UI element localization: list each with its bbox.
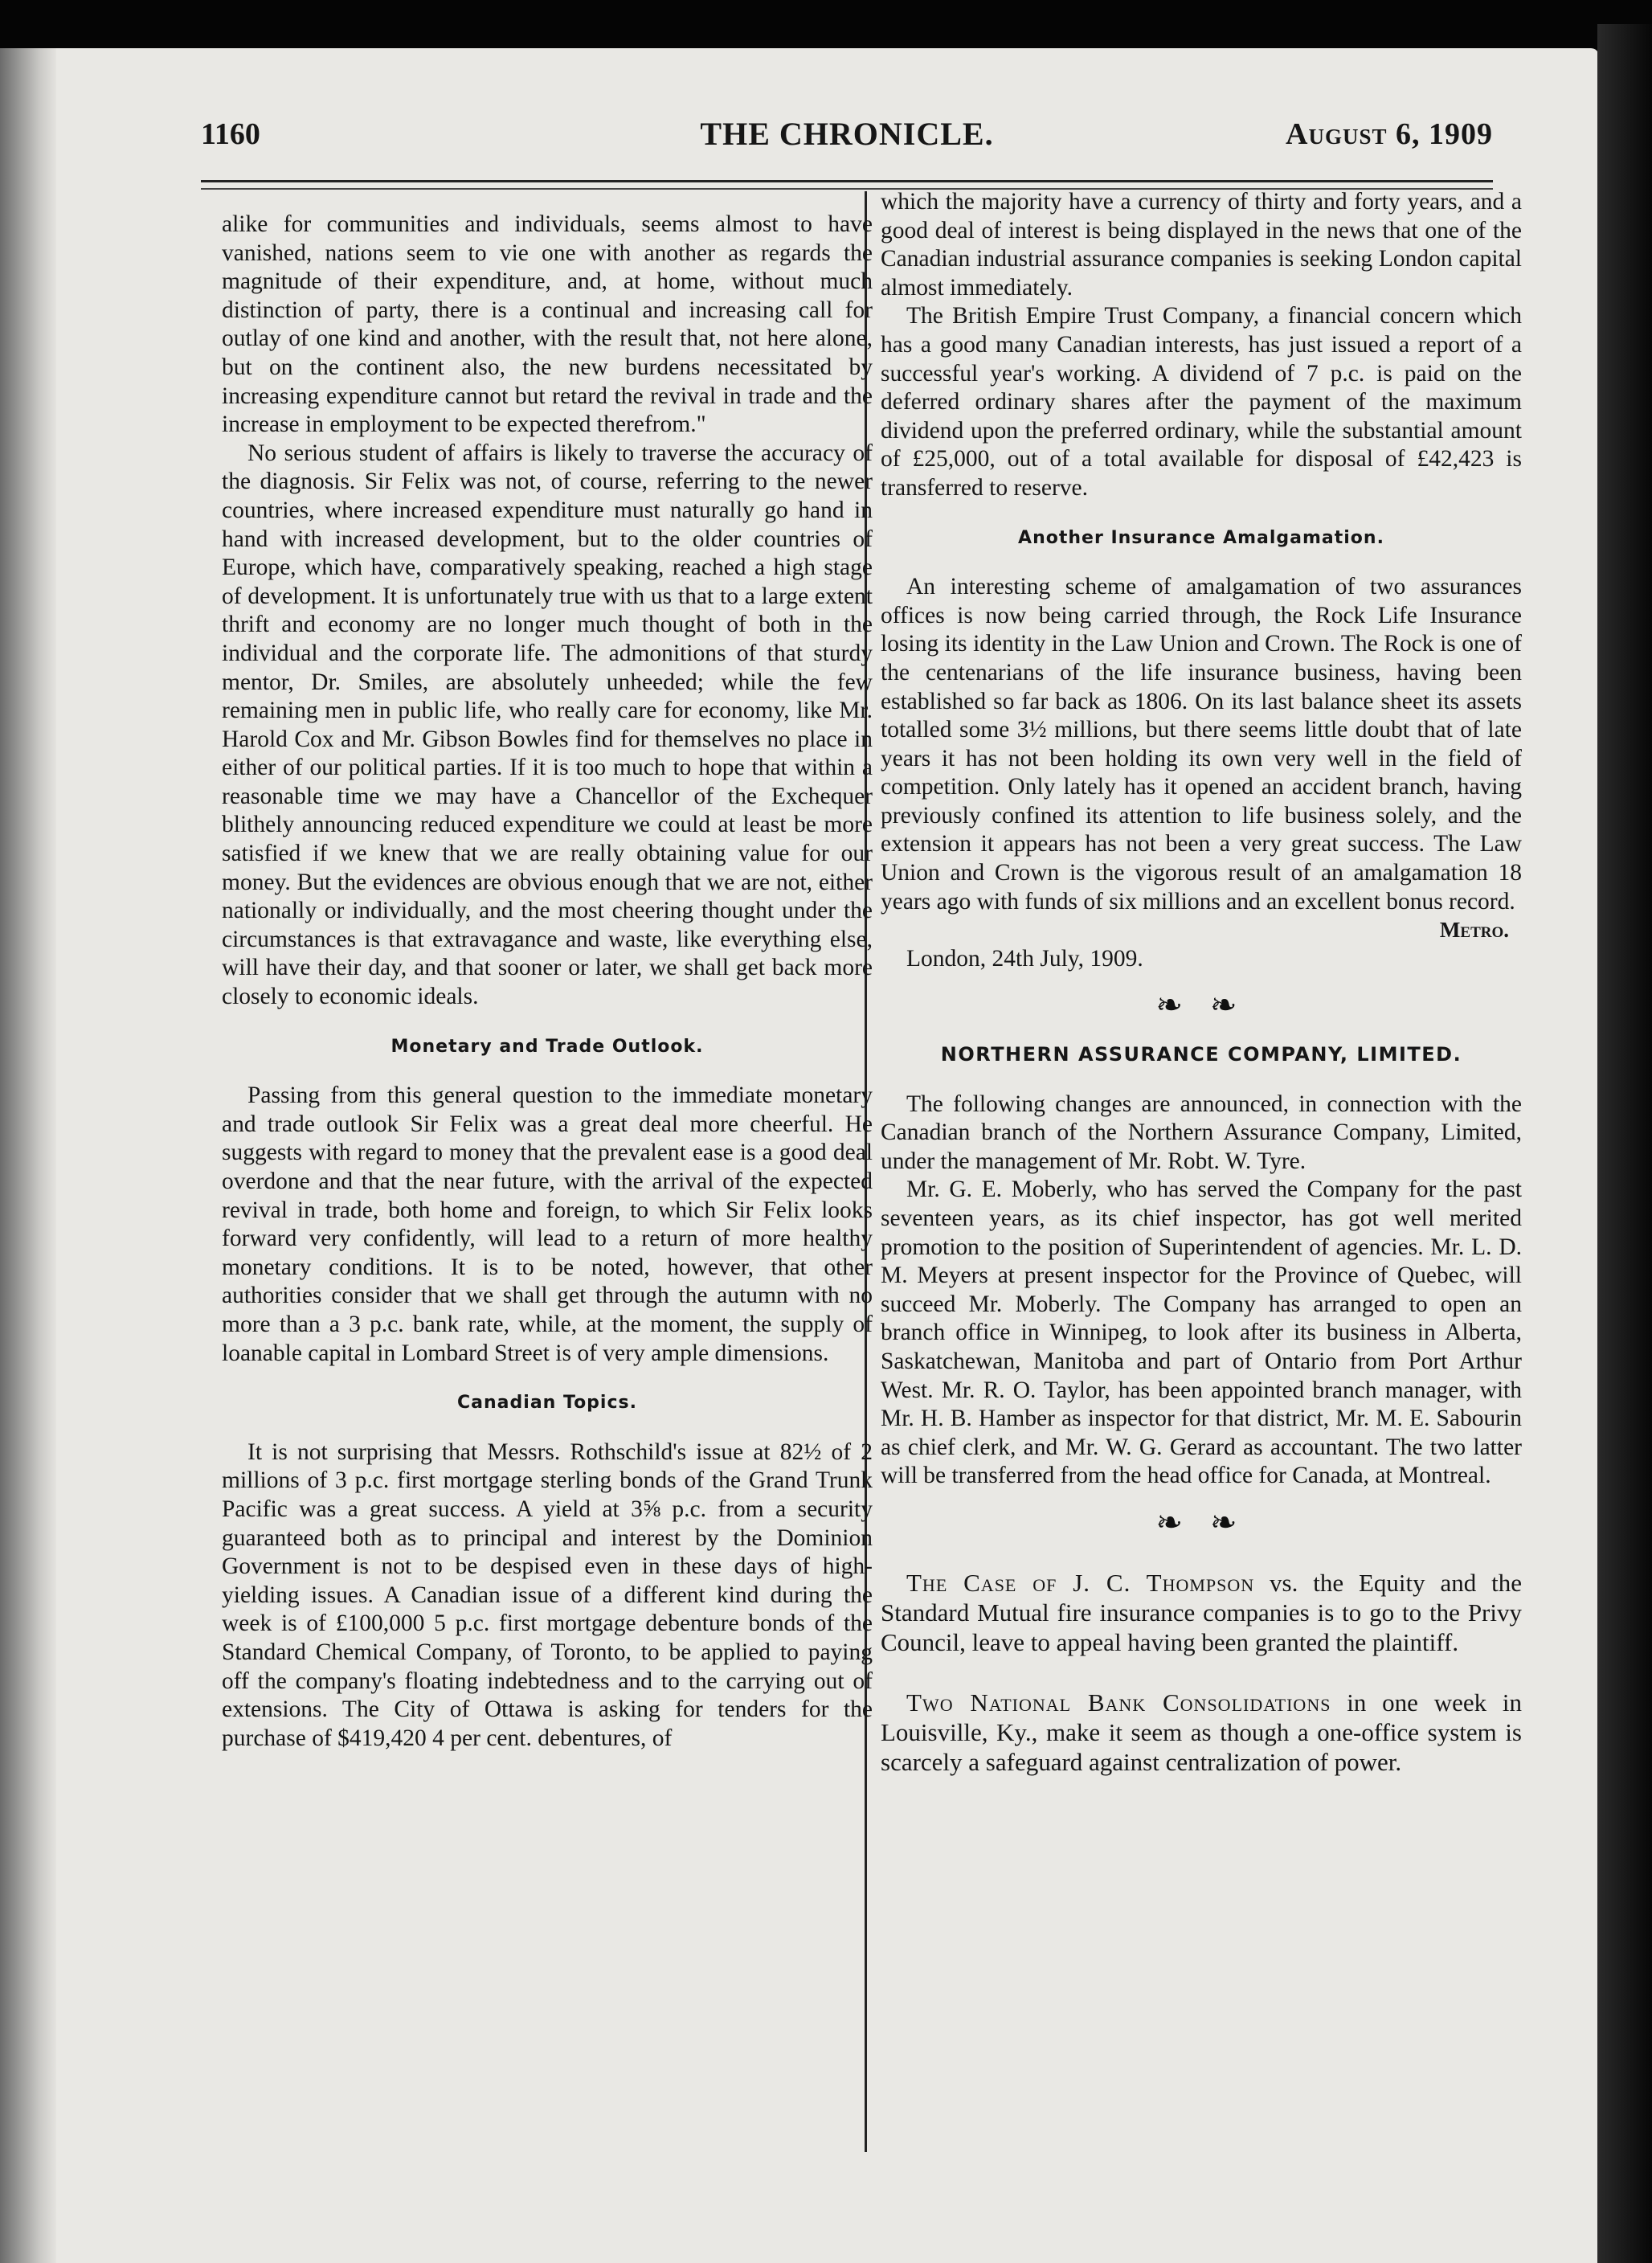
paragraph-continuation: alike for communities and individuals, seems almost to have vanished, nations seem to vie one with another as regards the magnitude of their expenditure, and, at home, without much distinction of party, there is a continual and increasing call for outlay of one kind and another, with the result that, not here alone, but on the continent also, the new burdens necessitated by increasing expenditure cannot but retard the revival in trade and the increase in employment to be expected therefrom." bbox=[222, 211, 873, 438]
paragraph-trust-company: The British Empire Trust Company, a financial concern which has a good many Canadian interests, has just issued a report of a successful year's working. A dividend of 7 p.c. is paid on the deferred ordinary shares after the payment of the maximum dividend upon the preferred ordinary, while the substantial amount of £25,000, out of a total available for disposal of £42,423 is transferred to reserve. bbox=[881, 303, 1522, 501]
dateline: London, 24th July, 1909. bbox=[906, 945, 1143, 972]
paragraph-northern-changes: Mr. G. E. Moberly, who has served the Company for the past seventeen years, as its chief inspector, has got well merited promotion to the position of Superintendent of agencies. Mr. L. D. M. Meyers at present inspector for the Province of Quebec, will succeed Mr. Moberly. The Company has arranged to open an branch office in Winnipeg, to look after its business in Alberta, Saskatchewan, Manitoba and part of Ontario from Port Arthur West. Mr. R. O. Taylor, has been appointed branch manager, with Mr. H. B. Hamber as inspector for that district, Mr. M. E. Sabourin as chief clerk, and Mr. W. G. Gerard as accountant. The two latter will be transferred from the head office for Canada, at Montreal. bbox=[881, 1177, 1522, 1489]
paragraph-diagnosis: No serious student of affairs is likely to traverse the accuracy of the diagnosis. Sir Felix was not, of course, referring to the newer countries, where increased expenditure must naturally go hand in hand with increased development, but to the older countries of Europe, which have, comparatively speaking, reached a high stage of development. It is unfortunately true with us that to a large extent thrift and economy are no longer much thought of both in the individual and the corporate life. The admonitions of that sturdy mentor, Dr. Smiles, are absolutely unheeded; while the few remaining men in public life, who really care for economy, like Mr. Harold Cox and Mr. Gibson Bowles find for themselves no place in either of our political parties. If it is too much to hope that within a reasonable time we may have a Chancellor of the Exchequer blithely announcing reduced expenditure we could at least be more satisfied if we knew that we are really obtaining value for our money. But the evidences are obvious enough that we are not, either nationally or individually, and the most cheering thought under the circumstances is that extravagance and waste, like everything else, will have their day, and that sooner or later, we shall get back more closely to economic ideals. bbox=[222, 440, 873, 1010]
news-bank-consolidations bbox=[881, 1688, 1522, 1777]
paragraph-canadian: It is not surprising that Messrs. Rothschild's issue at 82½ of 2 millions of 3 p.c. first mortgage sterling bonds of the Grand Trunk Pacific was a great success. A yield at 3⅝ p.c. from a security guaranteed both as to principal and interest by the Dominion Government is not to be despised even in these days of high-yielding issues. A Canadian issue of a different kind during the week is of £100,000 5 p.c. first mortgage debenture bonds of the Standard Chemical Company, of Toronto, to be applied to paying off the company's floating indebtedness and to the carrying out of extensions. The City of Ottawa is asking for tenders for the purchase of $419,420 4 per cent. debentures, of bbox=[222, 1438, 873, 1751]
book-binding bbox=[0, 48, 56, 2263]
heading-insurance-amalgamation: Another Insurance Amalgamation. bbox=[1018, 527, 1384, 548]
ornament-divider: ❧ ❧ bbox=[1155, 987, 1247, 1024]
page-number: 1160 bbox=[201, 117, 260, 151]
paragraph-northern-intro: The following changes are announced, in connection with the Canadian branch of the Northern Assurance Company, Limited, under the management of Mr. Robt. W. Tyre. bbox=[881, 1091, 1522, 1174]
left-column bbox=[222, 211, 873, 1753]
adjacent-page-edge bbox=[1597, 24, 1652, 2263]
news-thompson-case bbox=[881, 1568, 1522, 1657]
paragraph-amalgamation: An interesting scheme of amalgamation of two assurances offices is now being carried through, the Rock Life Insurance losing its identity in the Law Union and Crown. The Rock is one of the centenarians of the life insurance business, having been established so far back as 1806. On its last balance sheet its assets totalled some 3½ millions, but there seems little doubt that of late years it has not been holding its own very well in the field of competition. Only lately has it opened an accident branch, having previously confined its attention to life business solely, and the extension it appears has not been a very great success. The Law Union and Crown is the vigorous result of an amalgamation 18 years ago with funds of six millions and an excellent bonus record. bbox=[881, 574, 1522, 915]
publication-title: THE CHRONICLE. bbox=[700, 116, 994, 152]
page-header bbox=[201, 117, 1493, 157]
news-bank-text: in one week in Louisville, Ky., make it seem as though a one-office system is scarcely a safeguard against centralization of power. bbox=[881, 1688, 1522, 1776]
news-thompson-text: vs. the Equity and the Standard Mutual fire insurance companies is to go to the Privy Council, leave to appeal having been granted the plaintiff. bbox=[881, 1568, 1522, 1656]
paragraph-continuation-right: which the majority have a currency of thirty and forty years, and a good deal of interest is being displayed in the news that one of the Canadian industrial assurance companies is seeking London capital almost immediately. bbox=[881, 189, 1522, 301]
news-bank-lead: Two National Bank Consolidations bbox=[906, 1688, 1331, 1717]
heading-monetary-trade: Monetary and Trade Outlook. bbox=[391, 1036, 704, 1057]
heading-canadian-topics: Canadian Topics. bbox=[457, 1393, 637, 1414]
author-signature: Metro. bbox=[1439, 918, 1509, 943]
header-rule bbox=[201, 180, 1493, 182]
ornament-divider-2: ❧ ❧ bbox=[1155, 1504, 1247, 1541]
heading-northern-assurance: NORTHERN ASSURANCE COMPANY, LIMITED. bbox=[940, 1043, 1462, 1066]
news-thompson-lead: The Case of J. C. Thompson bbox=[906, 1568, 1255, 1597]
right-column bbox=[881, 188, 1522, 1777]
paragraph-monetary: Passing from this general question to the immediate monetary and trade outlook Sir Felix was a great deal more cheerful. He suggests with regard to money that the prevalent ease is a good deal overdone and that the near future, with the arrival of the expected revival in trade, both home and foreign, to which Sir Felix looks forward very confidently, will lead to a return of more healthy monetary conditions. It is to be noted, however, that other authorities consider that we shall get through the autumn with no more than a 3 p.c. bank rate, while, at the moment, the supply of loanable capital in Lombard Street is of very ample dimensions. bbox=[222, 1082, 873, 1366]
issue-date: August 6, 1909 bbox=[1286, 117, 1493, 151]
